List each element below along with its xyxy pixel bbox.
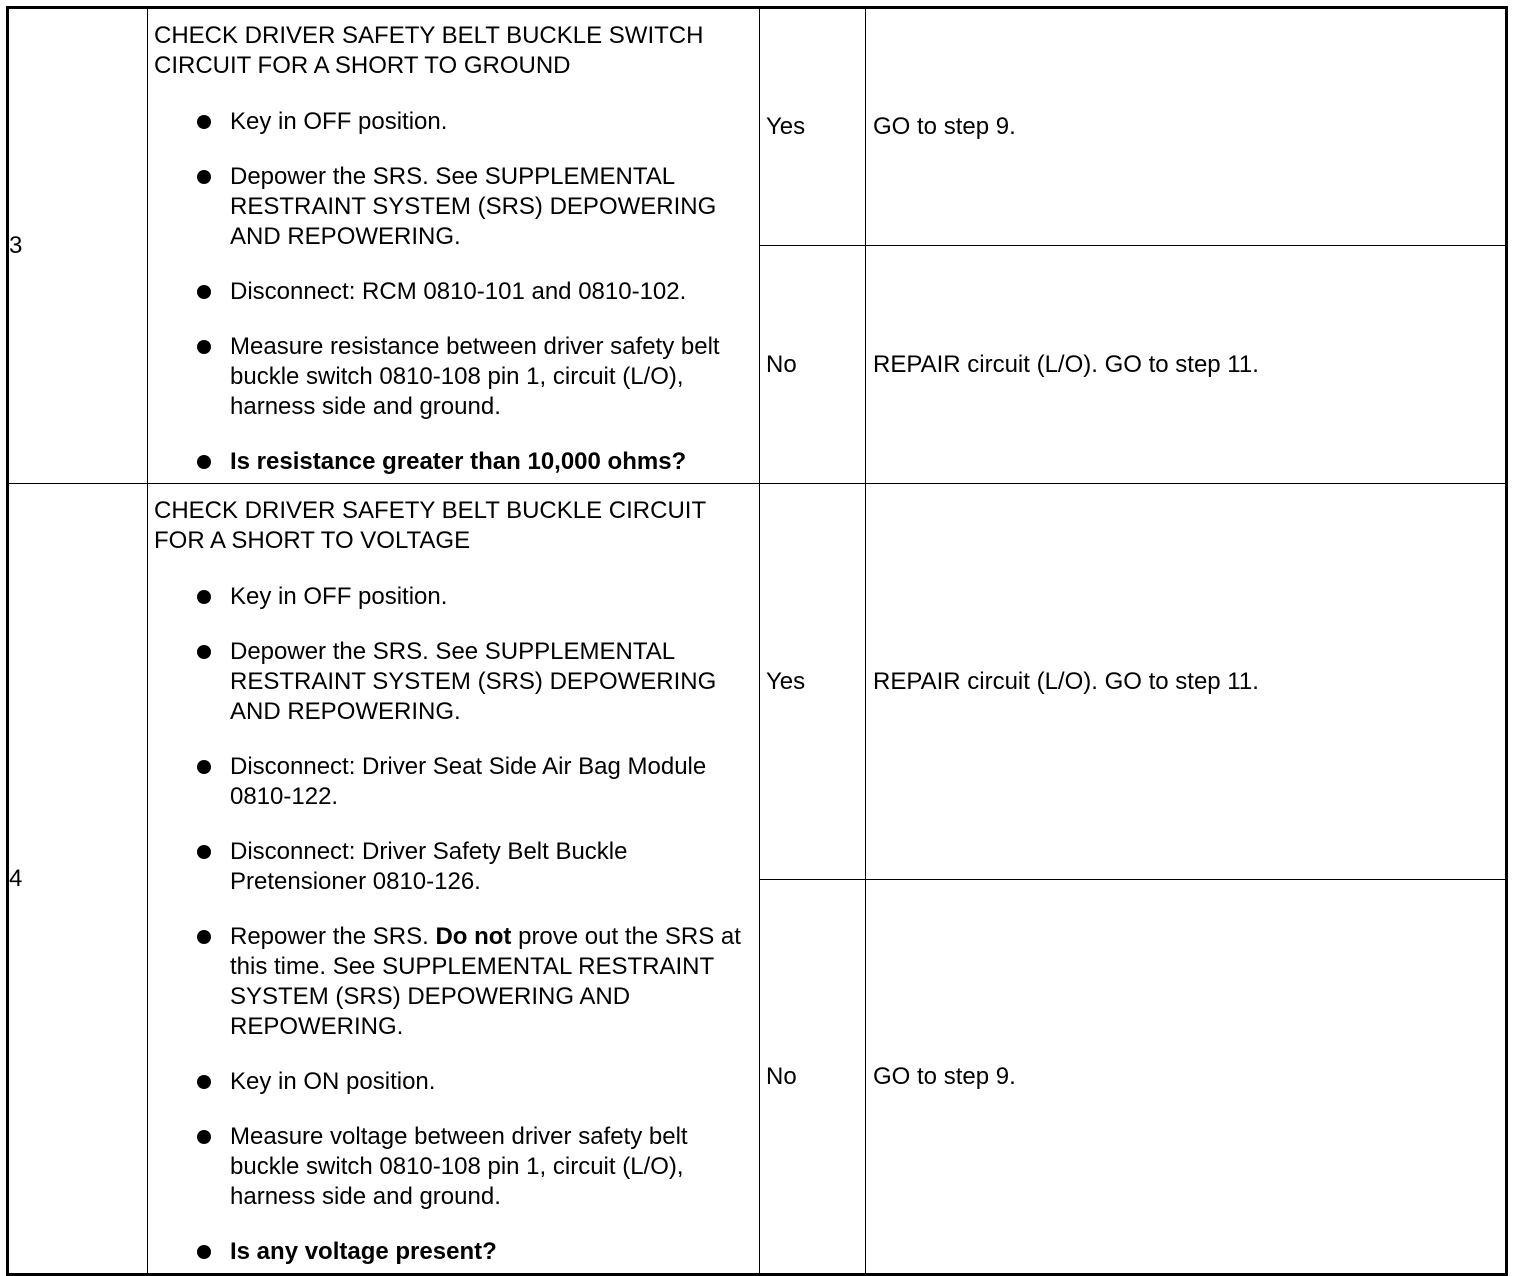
bullet-icon <box>197 645 211 659</box>
bullet-icon <box>197 1130 211 1144</box>
list-item <box>154 447 749 477</box>
bullet-icon <box>197 455 211 469</box>
result-cell: REPAIR circuit (L/O). GO to step 11. <box>866 246 1507 484</box>
list-item <box>154 752 749 812</box>
bullet-text: Disconnect: RCM 0810-101 and 0810-102. <box>230 278 687 305</box>
bullet-text: Depower the SRS. See SUPPLEMENTAL RESTRAINT SYSTEM (SRS) DEPOWERING AND REPOWERING. <box>230 638 717 725</box>
table-row-step-3-yes <box>8 8 1507 246</box>
bullet-text-post: prove out the SRS at this time. See SUPPLEMENTAL RESTRAINT SYSTEM (SRS) DEPOWERING AND REPOWERING. <box>230 923 741 1040</box>
list-item <box>154 1067 749 1097</box>
list-item <box>154 922 749 1042</box>
bullet-text: Is any voltage present? <box>230 1238 497 1265</box>
step-bullet-list <box>154 582 749 1267</box>
bullet-text-pre: Repower the SRS. <box>230 923 436 950</box>
list-item <box>154 837 749 897</box>
answer-cell: Yes <box>760 8 866 246</box>
list-item <box>154 332 749 422</box>
list-item <box>154 582 749 612</box>
answer-cell: No <box>760 246 866 484</box>
bullet-text: Measure resistance between driver safety belt buckle switch 0810-108 pin 1, circuit (L/O), harness side and ground. <box>230 333 720 420</box>
bullet-text: Disconnect: Driver Safety Belt Buckle Pretensioner 0810-126. <box>230 838 628 895</box>
result-cell: GO to step 9. <box>866 880 1507 1275</box>
result-cell: REPAIR circuit (L/O). GO to step 11. <box>866 484 1507 880</box>
list-item <box>154 637 749 727</box>
list-item <box>154 162 749 252</box>
bullet-text: Depower the SRS. See SUPPLEMENTAL RESTRAINT SYSTEM (SRS) DEPOWERING AND REPOWERING. <box>230 163 717 250</box>
bullet-text: Key in ON position. <box>230 1068 436 1095</box>
bullet-text: Key in OFF position. <box>230 108 448 135</box>
bullet-icon <box>197 340 211 354</box>
bullet-icon <box>197 760 211 774</box>
step-heading: CHECK DRIVER SAFETY BELT BUCKLE CIRCUIT FOR A SHORT TO VOLTAGE <box>154 497 706 554</box>
step-number: 3 <box>8 8 148 484</box>
list-item <box>154 277 749 307</box>
bullet-icon <box>197 1245 211 1259</box>
step-bullet-list <box>154 107 749 477</box>
table-row-step-4-yes <box>8 484 1507 880</box>
step-action <box>148 8 760 484</box>
bullet-text-bold: Do not <box>435 923 512 950</box>
bullet-icon <box>197 845 211 859</box>
bullet-text <box>230 923 741 1040</box>
answer-cell: No <box>760 880 866 1275</box>
result-cell: GO to step 9. <box>866 8 1507 246</box>
list-item <box>154 1237 749 1267</box>
diagnostic-table <box>6 6 1508 1276</box>
step-number: 4 <box>8 484 148 1275</box>
bullet-icon <box>197 590 211 604</box>
bullet-text: Key in OFF position. <box>230 583 448 610</box>
bullet-text: Measure voltage between driver safety belt buckle switch 0810-108 pin 1, circuit (L/O), harness side and ground. <box>230 1123 688 1210</box>
bullet-text: Is resistance greater than 10,000 ohms? <box>230 448 687 475</box>
bullet-icon <box>197 285 211 299</box>
bullet-icon <box>197 930 211 944</box>
list-item <box>154 1122 749 1212</box>
bullet-icon <box>197 1075 211 1089</box>
step-action <box>148 484 760 1275</box>
answer-cell: Yes <box>760 484 866 880</box>
step-heading: CHECK DRIVER SAFETY BELT BUCKLE SWITCH CIRCUIT FOR A SHORT TO GROUND <box>154 22 704 79</box>
bullet-icon <box>197 115 211 129</box>
bullet-icon <box>197 170 211 184</box>
list-item <box>154 107 749 137</box>
bullet-text: Disconnect: Driver Seat Side Air Bag Module 0810-122. <box>230 753 707 810</box>
